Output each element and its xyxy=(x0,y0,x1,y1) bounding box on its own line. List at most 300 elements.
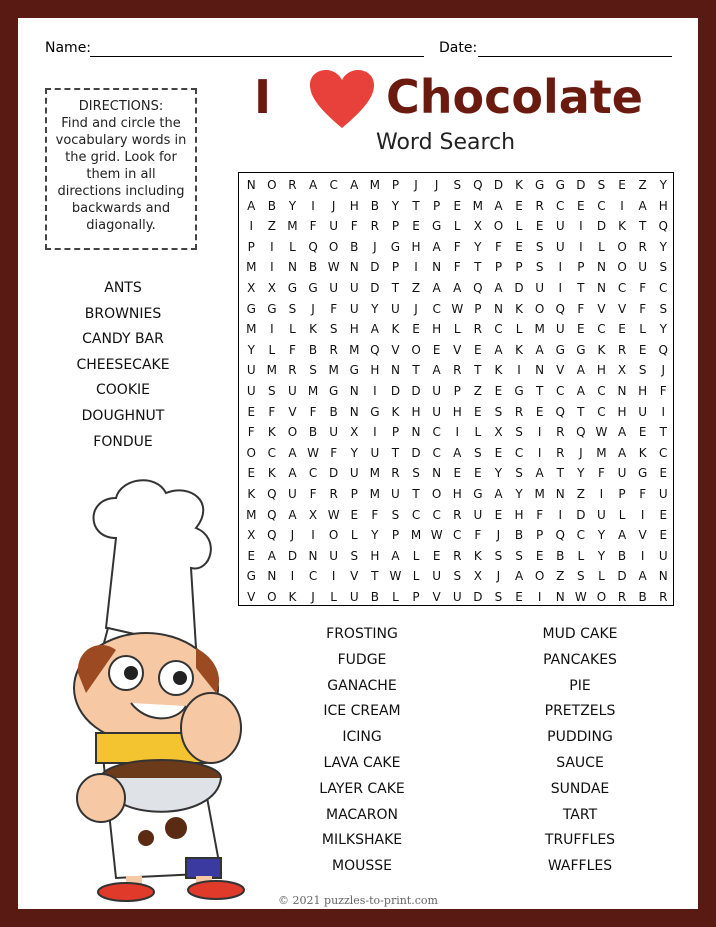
grid-letter[interactable]: H xyxy=(411,404,421,419)
grid-letter[interactable]: F xyxy=(639,281,647,295)
grid-letter[interactable]: E xyxy=(659,528,668,543)
grid-letter[interactable]: I xyxy=(373,425,377,440)
grid-letter[interactable]: S xyxy=(329,322,338,337)
grid-letter[interactable]: V xyxy=(638,528,647,543)
grid-letter[interactable]: V xyxy=(556,363,565,378)
grid-letter[interactable]: I xyxy=(640,507,645,522)
grid-letter[interactable]: R xyxy=(391,466,400,481)
grid-letter[interactable]: E xyxy=(515,590,523,604)
grid-letter[interactable]: A xyxy=(576,363,585,378)
grid-letter[interactable]: G xyxy=(555,178,565,192)
grid-letter[interactable]: P xyxy=(391,425,400,440)
grid-letter[interactable]: Z xyxy=(556,569,565,584)
grid-letter[interactable]: E xyxy=(474,342,482,357)
grid-letter[interactable]: L xyxy=(268,342,276,357)
grid-letter[interactable]: B xyxy=(370,590,379,604)
grid-letter[interactable]: G xyxy=(637,466,648,481)
grid-letter[interactable]: A xyxy=(494,281,503,295)
grid-letter[interactable]: A xyxy=(494,198,503,213)
grid-letter[interactable]: L xyxy=(515,219,523,234)
grid-letter[interactable]: C xyxy=(453,528,462,543)
grid-letter[interactable]: A xyxy=(370,322,379,337)
grid-letter[interactable]: C xyxy=(432,445,441,460)
grid-letter[interactable]: J xyxy=(434,178,439,192)
grid-letter[interactable]: E xyxy=(638,425,647,440)
date-field[interactable] xyxy=(478,56,672,57)
grid-letter[interactable]: A xyxy=(617,528,627,543)
grid-letter[interactable]: C xyxy=(494,322,503,337)
grid-letter[interactable]: B xyxy=(638,590,647,604)
grid-letter[interactable]: J xyxy=(331,198,336,213)
grid-letter[interactable]: L xyxy=(618,507,626,522)
grid-letter[interactable]: O xyxy=(328,528,339,543)
grid-letter[interactable]: N xyxy=(432,466,442,481)
grid-letter[interactable]: N xyxy=(596,281,606,295)
grid-letter[interactable]: S xyxy=(494,590,503,604)
grid-letter[interactable]: Z xyxy=(267,219,276,234)
grid-letter[interactable]: U xyxy=(597,507,606,522)
grid-letter[interactable]: P xyxy=(494,260,503,275)
grid-letter[interactable]: Q xyxy=(658,342,668,357)
grid-letter[interactable]: S xyxy=(350,548,359,563)
grid-letter[interactable]: E xyxy=(474,404,482,419)
grid-letter[interactable]: O xyxy=(534,301,545,316)
grid-letter[interactable]: C xyxy=(514,445,524,460)
grid-letter[interactable]: R xyxy=(453,363,462,378)
grid-letter[interactable]: S xyxy=(659,260,668,275)
grid-letter[interactable]: C xyxy=(617,281,627,295)
grid-letter[interactable]: T xyxy=(659,425,667,440)
grid-letter[interactable]: Q xyxy=(555,301,565,316)
grid-letter[interactable]: I xyxy=(537,425,542,440)
grid-letter[interactable]: P xyxy=(350,487,358,501)
grid-letter[interactable]: H xyxy=(349,322,359,337)
grid-letter[interactable]: E xyxy=(638,342,647,357)
grid-letter[interactable]: H xyxy=(370,363,380,378)
grid-letter[interactable]: A xyxy=(247,198,256,213)
grid-letter[interactable]: Y xyxy=(371,301,379,316)
grid-letter[interactable]: Y xyxy=(391,198,400,213)
grid-letter[interactable]: I xyxy=(558,260,563,275)
grid-letter[interactable]: U xyxy=(391,487,400,501)
grid-letter[interactable]: M xyxy=(534,487,545,501)
grid-letter[interactable]: L xyxy=(350,528,358,543)
grid-letter[interactable]: F xyxy=(288,342,296,357)
grid-letter[interactable]: D xyxy=(473,590,483,604)
grid-letter[interactable]: S xyxy=(474,445,482,460)
grid-letter[interactable]: P xyxy=(618,487,626,501)
grid-letter[interactable]: Q xyxy=(658,219,668,234)
grid-letter[interactable]: I xyxy=(661,404,666,419)
grid-letter[interactable]: G xyxy=(390,239,401,254)
grid-letter[interactable]: U xyxy=(555,219,565,234)
grid-letter[interactable]: H xyxy=(596,363,606,378)
grid-letter[interactable]: M xyxy=(266,363,278,378)
grid-letter[interactable]: U xyxy=(329,425,339,440)
grid-letter[interactable]: I xyxy=(640,548,645,563)
grid-letter[interactable]: E xyxy=(247,404,256,419)
grid-letter[interactable]: A xyxy=(288,445,297,460)
grid-letter[interactable]: E xyxy=(494,445,503,460)
grid-letter[interactable]: K xyxy=(618,219,626,234)
grid-letter[interactable]: I xyxy=(414,260,418,275)
grid-letter[interactable]: K xyxy=(473,548,482,563)
grid-letter[interactable]: L xyxy=(639,322,646,337)
name-field[interactable] xyxy=(90,56,424,57)
grid-letter[interactable]: O xyxy=(287,425,298,440)
grid-letter[interactable]: W xyxy=(307,445,319,460)
grid-letter[interactable]: U xyxy=(246,384,256,398)
grid-letter[interactable]: I xyxy=(311,528,315,543)
grid-letter[interactable]: G xyxy=(287,281,298,295)
grid-letter[interactable]: Y xyxy=(494,466,503,481)
grid-letter[interactable]: N xyxy=(349,384,359,398)
grid-letter[interactable]: Y xyxy=(515,487,523,501)
grid-letter[interactable]: X xyxy=(617,363,627,378)
grid-letter[interactable]: O xyxy=(617,260,627,275)
grid-letter[interactable]: O xyxy=(596,590,607,604)
grid-letter[interactable]: T xyxy=(412,363,420,378)
grid-letter[interactable]: M xyxy=(246,507,257,522)
grid-letter[interactable]: M xyxy=(369,178,381,192)
grid-letter[interactable]: G xyxy=(534,178,545,192)
grid-letter[interactable]: R xyxy=(288,363,297,378)
grid-letter[interactable]: A xyxy=(267,548,276,563)
grid-letter[interactable]: A xyxy=(453,281,462,295)
grid-letter[interactable]: R xyxy=(514,404,524,419)
grid-letter[interactable]: R xyxy=(329,342,338,357)
grid-letter[interactable]: U xyxy=(432,569,442,584)
grid-letter[interactable]: U xyxy=(246,363,256,378)
grid-letter[interactable]: J xyxy=(579,445,583,460)
grid-letter[interactable]: U xyxy=(432,404,442,419)
grid-letter[interactable]: B xyxy=(514,528,524,543)
grid-letter[interactable]: O xyxy=(246,445,256,460)
grid-letter[interactable]: O xyxy=(534,569,545,584)
grid-letter[interactable]: D xyxy=(617,569,627,584)
grid-letter[interactable]: S xyxy=(391,507,400,522)
grid-letter[interactable]: U xyxy=(349,590,359,604)
grid-letter[interactable]: T xyxy=(412,198,420,213)
grid-letter[interactable]: O xyxy=(493,219,504,234)
grid-letter[interactable]: G xyxy=(246,301,256,316)
grid-letter[interactable]: D xyxy=(370,260,380,275)
grid-letter[interactable]: M xyxy=(328,363,339,378)
grid-letter[interactable]: Z xyxy=(473,384,482,398)
grid-letter[interactable]: Q xyxy=(576,425,586,440)
grid-letter[interactable]: E xyxy=(659,466,668,481)
grid-letter[interactable]: J xyxy=(311,590,315,604)
grid-letter[interactable]: V xyxy=(617,301,627,316)
grid-letter[interactable]: U xyxy=(452,590,462,604)
grid-letter[interactable]: P xyxy=(247,239,255,254)
grid-letter[interactable]: N xyxy=(246,178,256,192)
grid-letter[interactable]: P xyxy=(391,178,400,192)
grid-letter[interactable]: L xyxy=(453,322,461,337)
grid-letter[interactable]: Q xyxy=(267,528,277,543)
grid-letter[interactable]: C xyxy=(556,384,565,398)
grid-letter[interactable]: E xyxy=(453,466,462,481)
grid-letter[interactable]: S xyxy=(494,548,503,563)
grid-letter[interactable]: Q xyxy=(370,342,380,357)
grid-letter[interactable]: G xyxy=(349,363,359,378)
grid-letter[interactable]: F xyxy=(453,239,461,254)
grid-letter[interactable]: A xyxy=(535,466,544,481)
grid-letter[interactable]: P xyxy=(577,260,585,275)
grid-letter[interactable]: R xyxy=(453,548,462,563)
grid-letter[interactable]: J xyxy=(311,301,315,316)
grid-letter[interactable]: V xyxy=(288,404,297,419)
grid-letter[interactable]: Y xyxy=(577,466,585,481)
grid-letter[interactable]: H xyxy=(411,239,421,254)
grid-letter[interactable]: K xyxy=(391,322,400,337)
grid-letter[interactable]: K xyxy=(597,342,606,357)
grid-letter[interactable]: G xyxy=(328,384,339,398)
grid-letter[interactable]: A xyxy=(432,239,441,254)
grid-letter[interactable]: W xyxy=(327,260,340,275)
grid-letter[interactable]: N xyxy=(658,569,668,584)
grid-letter[interactable]: R xyxy=(535,198,544,213)
grid-letter[interactable]: S xyxy=(515,548,523,563)
grid-letter[interactable]: F xyxy=(268,404,276,419)
grid-letter[interactable]: I xyxy=(558,281,563,295)
grid-letter[interactable]: C xyxy=(411,507,421,522)
grid-letter[interactable]: T xyxy=(556,466,564,481)
grid-letter[interactable]: M xyxy=(369,487,381,501)
grid-letter[interactable]: F xyxy=(309,219,317,234)
grid-letter[interactable]: S xyxy=(515,466,523,481)
grid-letter[interactable]: F xyxy=(309,404,317,419)
grid-letter[interactable]: C xyxy=(329,178,338,192)
grid-letter[interactable]: T xyxy=(474,363,482,378)
grid-letter[interactable]: T xyxy=(577,281,585,295)
grid-letter[interactable]: A xyxy=(617,445,627,460)
grid-letter[interactable]: S xyxy=(268,384,276,398)
grid-letter[interactable]: R xyxy=(556,445,565,460)
grid-letter[interactable]: S xyxy=(577,569,585,584)
grid-letter[interactable]: H xyxy=(514,507,524,522)
grid-letter[interactable]: Y xyxy=(474,239,482,254)
grid-letter[interactable]: Q xyxy=(473,281,483,295)
grid-letter[interactable]: S xyxy=(288,301,297,316)
grid-letter[interactable]: Y xyxy=(659,239,667,254)
grid-letter[interactable]: I xyxy=(311,198,315,213)
grid-letter[interactable]: G xyxy=(514,384,524,398)
grid-letter[interactable]: Y xyxy=(247,342,255,357)
grid-letter[interactable]: F xyxy=(309,487,317,501)
grid-letter[interactable]: X xyxy=(267,281,276,295)
grid-letter[interactable]: P xyxy=(391,219,400,234)
grid-letter[interactable]: P xyxy=(391,260,400,275)
grid-letter[interactable]: Q xyxy=(267,487,277,501)
grid-letter[interactable]: C xyxy=(659,281,668,295)
grid-letter[interactable]: F xyxy=(536,507,544,522)
grid-letter[interactable]: R xyxy=(617,342,627,357)
grid-letter[interactable]: P xyxy=(515,260,523,275)
grid-letter[interactable]: W xyxy=(595,425,608,440)
grid-letter[interactable]: N xyxy=(267,569,277,584)
grid-letter[interactable]: T xyxy=(577,404,585,419)
grid-letter[interactable]: N xyxy=(596,260,606,275)
grid-letter[interactable]: H xyxy=(452,404,462,419)
grid-letter[interactable]: E xyxy=(618,322,626,337)
grid-letter[interactable]: I xyxy=(455,425,460,440)
grid-letter[interactable]: N xyxy=(349,260,359,275)
grid-letter[interactable]: D xyxy=(493,178,504,192)
grid-letter[interactable]: L xyxy=(289,322,296,337)
grid-letter[interactable]: B xyxy=(350,239,359,254)
grid-letter[interactable]: M xyxy=(534,322,545,337)
grid-letter[interactable]: M xyxy=(472,198,484,213)
grid-letter[interactable]: F xyxy=(247,425,255,440)
grid-letter[interactable]: U xyxy=(391,301,400,316)
grid-letter[interactable]: N xyxy=(555,590,565,604)
grid-letter[interactable]: I xyxy=(331,569,336,584)
grid-letter[interactable]: X xyxy=(247,528,256,543)
grid-letter[interactable]: S xyxy=(309,363,317,378)
grid-letter[interactable]: P xyxy=(536,528,544,543)
grid-letter[interactable]: V xyxy=(597,301,606,316)
grid-letter[interactable]: R xyxy=(473,322,483,337)
grid-letter[interactable]: S xyxy=(535,260,544,275)
grid-letter[interactable]: G xyxy=(576,342,586,357)
grid-letter[interactable]: C xyxy=(597,404,606,419)
grid-letter[interactable]: F xyxy=(330,301,338,316)
grid-letter[interactable]: T xyxy=(535,384,544,398)
grid-letter[interactable]: D xyxy=(576,507,586,522)
grid-letter[interactable]: X xyxy=(308,507,318,522)
grid-letter[interactable]: H xyxy=(452,487,462,501)
grid-letter[interactable]: U xyxy=(288,487,297,501)
grid-letter[interactable]: F xyxy=(597,466,605,481)
grid-letter[interactable]: E xyxy=(350,507,359,522)
grid-letter[interactable]: E xyxy=(577,322,585,337)
grid-letter[interactable]: L xyxy=(474,425,482,440)
grid-letter[interactable]: A xyxy=(453,445,462,460)
grid-letter[interactable]: W xyxy=(327,507,340,522)
grid-letter[interactable]: G xyxy=(246,569,256,584)
grid-letter[interactable]: Z xyxy=(576,487,585,501)
grid-letter[interactable]: K xyxy=(288,590,297,604)
grid-letter[interactable]: I xyxy=(290,569,295,584)
grid-letter[interactable]: L xyxy=(412,569,420,584)
grid-letter[interactable]: F xyxy=(639,487,647,501)
grid-letter[interactable]: C xyxy=(576,528,586,543)
grid-letter[interactable]: A xyxy=(494,342,503,357)
grid-letter[interactable]: E xyxy=(577,198,585,213)
grid-letter[interactable]: C xyxy=(597,198,606,213)
grid-letter[interactable]: N xyxy=(390,363,400,378)
grid-letter[interactable]: P xyxy=(412,590,420,604)
grid-letter[interactable]: N xyxy=(287,260,297,275)
grid-letter[interactable]: E xyxy=(535,219,544,234)
grid-letter[interactable]: L xyxy=(598,569,605,584)
grid-letter[interactable]: A xyxy=(350,178,359,192)
grid-letter[interactable]: K xyxy=(267,425,276,440)
grid-letter[interactable]: L xyxy=(598,239,605,254)
grid-letter[interactable]: R xyxy=(617,590,627,604)
grid-letter[interactable]: S xyxy=(453,178,462,192)
grid-letter[interactable]: H xyxy=(370,548,380,563)
grid-letter[interactable]: M xyxy=(410,528,422,543)
grid-letter[interactable]: G xyxy=(308,281,318,295)
grid-letter[interactable]: H xyxy=(432,322,442,337)
grid-letter[interactable]: Y xyxy=(659,178,667,192)
grid-letter[interactable]: S xyxy=(597,178,606,192)
grid-letter[interactable]: U xyxy=(617,466,627,481)
grid-letter[interactable]: A xyxy=(432,281,441,295)
grid-letter[interactable]: Q xyxy=(308,239,318,254)
grid-letter[interactable]: P xyxy=(453,384,461,398)
grid-letter[interactable]: H xyxy=(617,404,627,419)
grid-letter[interactable]: L xyxy=(453,219,461,234)
grid-letter[interactable]: J xyxy=(661,363,666,378)
grid-letter[interactable]: I xyxy=(373,384,377,398)
grid-letter[interactable]: I xyxy=(537,590,542,604)
grid-letter[interactable]: H xyxy=(658,198,668,213)
grid-letter[interactable]: D xyxy=(329,466,339,481)
grid-letter[interactable]: V xyxy=(391,342,400,357)
grid-letter[interactable]: B xyxy=(370,198,379,213)
grid-letter[interactable]: S xyxy=(638,363,647,378)
grid-letter[interactable]: U xyxy=(638,404,648,419)
grid-letter[interactable]: F xyxy=(474,528,482,543)
grid-letter[interactable]: D xyxy=(596,219,607,234)
grid-letter[interactable]: F xyxy=(453,260,461,275)
grid-letter[interactable]: L xyxy=(412,548,420,563)
grid-letter[interactable]: B xyxy=(329,404,338,419)
grid-letter[interactable]: M xyxy=(287,219,298,234)
grid-letter[interactable]: E xyxy=(494,507,503,522)
grid-letter[interactable]: D xyxy=(576,178,586,192)
grid-letter[interactable]: K xyxy=(309,322,317,337)
grid-letter[interactable]: E xyxy=(247,466,256,481)
grid-letter[interactable]: E xyxy=(432,548,441,563)
grid-letter[interactable]: E xyxy=(412,322,420,337)
grid-letter[interactable]: C xyxy=(308,569,318,584)
grid-letter[interactable]: C xyxy=(432,425,441,440)
grid-letter[interactable]: A xyxy=(617,425,627,440)
grid-letter[interactable]: E xyxy=(247,548,256,563)
grid-letter[interactable]: B xyxy=(617,548,627,563)
grid-letter[interactable]: A xyxy=(432,363,441,378)
grid-letter[interactable]: V xyxy=(247,590,256,604)
grid-letter[interactable]: K xyxy=(638,445,647,460)
grid-letter[interactable]: L xyxy=(392,590,399,604)
grid-letter[interactable]: C xyxy=(308,466,318,481)
grid-letter[interactable]: A xyxy=(638,569,647,584)
grid-letter[interactable]: E xyxy=(453,198,462,213)
grid-letter[interactable]: E xyxy=(412,219,420,234)
grid-letter[interactable]: G xyxy=(431,219,442,234)
grid-letter[interactable]: B xyxy=(308,425,318,440)
grid-letter[interactable]: G xyxy=(267,301,277,316)
grid-letter[interactable]: S xyxy=(515,425,523,440)
grid-letter[interactable]: P xyxy=(474,301,482,316)
grid-letter[interactable]: J xyxy=(496,569,501,584)
grid-letter[interactable]: J xyxy=(290,528,295,543)
grid-letter[interactable]: T xyxy=(412,487,420,501)
grid-letter[interactable]: D xyxy=(411,384,421,398)
grid-letter[interactable]: N xyxy=(308,548,318,563)
grid-letter[interactable]: U xyxy=(638,260,648,275)
grid-letter[interactable]: P xyxy=(433,198,441,213)
grid-letter[interactable]: M xyxy=(246,322,257,337)
grid-letter[interactable]: K xyxy=(515,342,523,357)
grid-letter[interactable]: T xyxy=(371,569,379,584)
grid-letter[interactable]: I xyxy=(270,239,274,254)
grid-letter[interactable]: A xyxy=(535,342,544,357)
